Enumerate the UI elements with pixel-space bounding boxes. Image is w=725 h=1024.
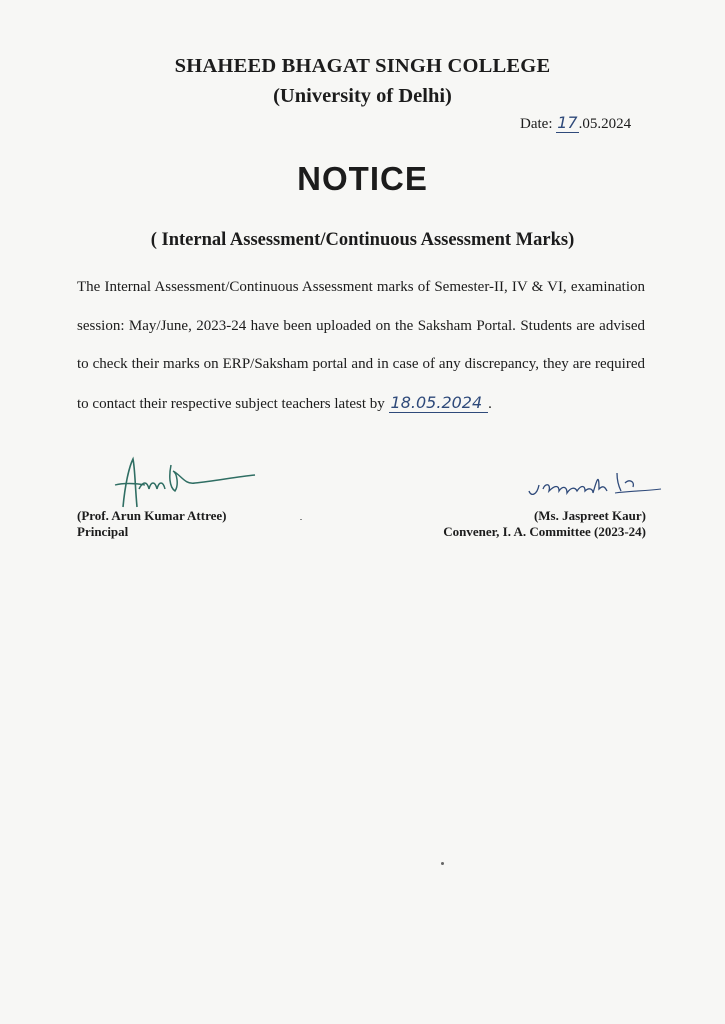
university-name: (University of Delhi)	[273, 85, 452, 107]
convener-name: (Ms. Jaspreet Kaur)	[533, 508, 646, 523]
convener-designation: Convener, I. A. Committee (2023-24)	[443, 524, 646, 539]
principal-name: (Prof. Arun Kumar Attree)	[77, 508, 227, 523]
notice-title: NOTICE	[297, 160, 428, 197]
notice-body	[77, 268, 645, 423]
convener-block	[400, 508, 646, 540]
deadline-handwritten: 18.05.2024	[389, 393, 489, 413]
date-day-handwritten: 17	[557, 113, 578, 132]
date-label: Date:	[520, 116, 553, 132]
notice-subject: ( Internal Assessment/Continuous Assessment Marks)	[150, 230, 575, 250]
date-rest: .05.2024	[578, 116, 632, 132]
scan-speck	[441, 862, 444, 865]
convener-signature-icon	[525, 465, 665, 505]
body-text: The Internal Assessment/Continuous Assessment marks of Semester-II, IV & VI, examination session: May/June, 2023-24 have been uploaded on the Saksham Portal. Students are advised to check their marks on ERP/Saksham portal and in case of any discrepancy, they are required to contact their respective subject teachers latest by	[77, 279, 645, 412]
scan-speck	[300, 519, 302, 520]
body-end: .	[488, 395, 492, 412]
date-line	[520, 113, 631, 133]
principal-signature-icon	[105, 455, 265, 515]
college-name: SHAHEED BHAGAT SINGH COLLEGE	[174, 55, 551, 77]
principal-block	[77, 508, 226, 540]
principal-designation: Principal	[77, 524, 129, 539]
